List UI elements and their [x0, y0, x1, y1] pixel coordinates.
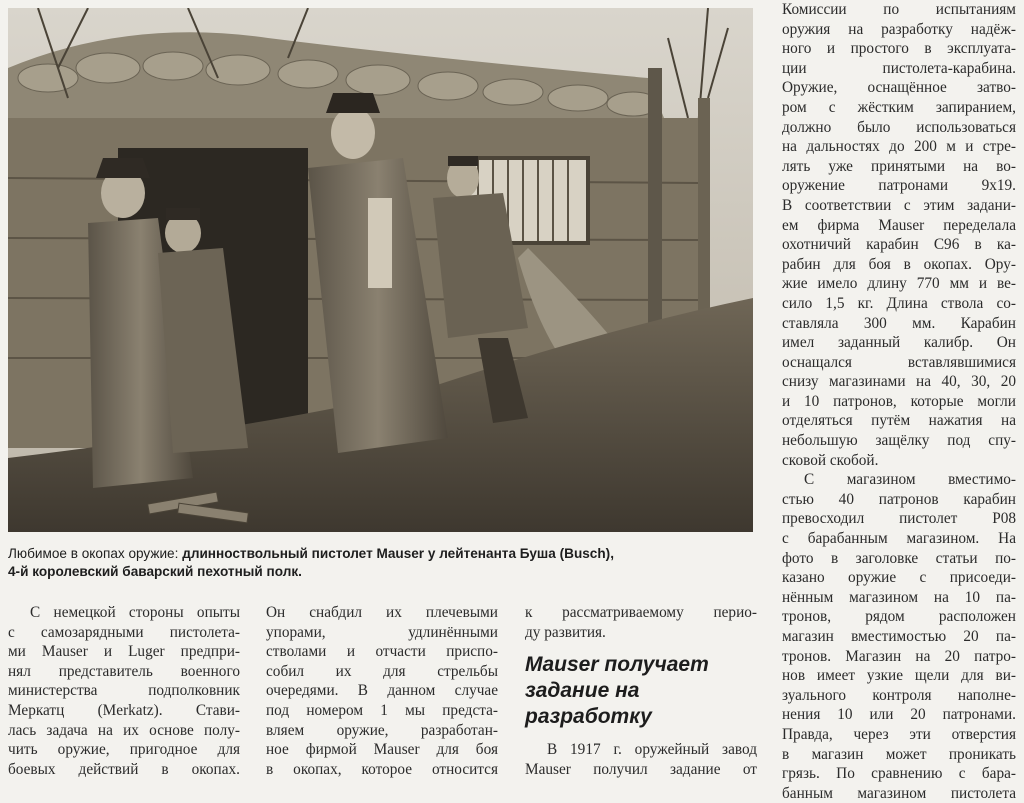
- caption-text-2: 4-й королевский баварский пехотный полк.: [8, 564, 302, 579]
- text-line: ного и простого в эксплуата-: [782, 40, 1016, 58]
- text-line: тронов, рядом расположен: [782, 608, 1016, 626]
- text-line: превосходил пистолет Р08: [782, 510, 1016, 528]
- text-line: Комиссии по испытаниям: [782, 1, 1016, 18]
- text-line: ное фирмой Mauser для боя: [266, 741, 498, 759]
- text-line: в магазин может проникать: [782, 745, 1016, 763]
- text-line: Правда, через эти отверстия: [782, 725, 1016, 743]
- text-line: В 1917 г. оружейный завод: [547, 741, 757, 759]
- text-line: сило 1,5 кг. Длина ствола со-: [782, 294, 1016, 312]
- text-column-4: [782, 0, 1016, 803]
- text-line: ром с жёстким запиранием,: [782, 98, 1016, 116]
- text-line: жие имело длину 770 мм и ве-: [782, 275, 1016, 293]
- text-line: оружение патронами 9x19.: [782, 177, 1016, 195]
- text-line: и 10 патронов, которые могли: [782, 392, 1016, 410]
- text-line: небольшую защёлку под спу-: [782, 432, 1016, 450]
- text-line: стволами и отчасти приспо-: [266, 643, 498, 661]
- text-column-3: [525, 603, 757, 779]
- text-line: фото в заголовке статьи по-: [782, 549, 1016, 567]
- text-line: должно было использоваться: [782, 118, 1016, 136]
- text-line: С магазином вместимо-: [804, 471, 1016, 489]
- caption-line-1: [8, 545, 760, 563]
- text-line: на дальностях до 200 м и стре-: [782, 138, 1016, 156]
- text-line: ции пистолета-карабина.: [782, 59, 1016, 77]
- text-line: Оружие, оснащённое затво-: [782, 79, 1016, 97]
- text-line: оружия на разработку надёж-: [782, 20, 1016, 38]
- text-line: грязь. По сравнению с бара-: [782, 765, 1016, 783]
- text-line: очередями. В данном случае: [266, 682, 498, 700]
- text-line: магазин вместимостью 20 па-: [782, 628, 1016, 645]
- text-line: банным магазином пистолета: [782, 784, 1016, 802]
- text-line: нял представитель военного: [8, 662, 240, 680]
- text-line: сковой скобой.: [782, 451, 879, 469]
- text-line: вляем оружие, разработан-: [266, 721, 498, 739]
- caption-lead: Любимое в окопах оружие:: [8, 546, 179, 561]
- text-line: в окопах, которое относится: [266, 760, 498, 778]
- text-line: ем фирма Mauser переделала: [782, 216, 1016, 234]
- text-line: нённым магазином на 10 па-: [782, 588, 1016, 606]
- text-line: чить оружие, пригодное для: [8, 741, 240, 759]
- text-line: нов имеет узкие щели для ви-: [782, 667, 1016, 685]
- heading-line: Mauser получает: [525, 653, 709, 677]
- text-line: лять уже принятыми на во-: [782, 157, 1016, 175]
- text-line: упорами, удлинёнными: [266, 623, 498, 641]
- heading-line: задание на: [525, 679, 640, 703]
- text-line: охотничий карабин С96 в ка-: [782, 236, 1016, 254]
- text-line: имел заданный калибр. Он: [782, 334, 1016, 352]
- text-line: с барабанным магазином. На: [782, 530, 1016, 548]
- heading-line: разработку: [525, 705, 652, 729]
- text-line: Он снабдил их плечевыми: [266, 604, 498, 621]
- text-line: зуального контроля наполне-: [782, 686, 1016, 704]
- text-line: лась задача на их основе полу-: [8, 721, 240, 739]
- caption-line-2: [8, 563, 760, 581]
- text-line: ми Mauser и Luger предпри-: [8, 643, 240, 661]
- caption-text-1: длинноствольный пистолет Mauser у лейтенанта Буша (Busch),: [182, 546, 614, 561]
- text-line: тронов. Магазин на 20 патро-: [782, 647, 1016, 665]
- text-line: Mauser получил задание от: [525, 760, 757, 778]
- text-line: боевых действий в окопах.: [8, 760, 240, 778]
- text-line: В соответствии с этим задани-: [782, 196, 1016, 214]
- text-line: снизу магазинами на 40, 30, 20: [782, 373, 1016, 391]
- text-line: Меркатц (Merkatz). Стави-: [8, 701, 240, 719]
- text-line: рабин для боя в окопах. Ору-: [782, 255, 1016, 273]
- text-line: с самозарядными пистолета-: [8, 623, 240, 641]
- text-line: отделяться путём нажатия на: [782, 412, 1016, 430]
- text-column-2: [266, 603, 498, 779]
- trench-photo: [8, 8, 753, 532]
- text-line: министерства подполковник: [8, 682, 240, 700]
- text-line: ду развития.: [525, 623, 606, 641]
- text-line: нения 10 или 20 патронами.: [782, 706, 1016, 724]
- text-line: под номером 1 мы предста-: [266, 701, 498, 719]
- photo-caption: [8, 545, 760, 581]
- text-column-1: [8, 603, 240, 779]
- text-line: стью 40 патронов карабин: [782, 490, 1016, 508]
- text-line: оснащался вставлявшимися: [782, 353, 1016, 371]
- text-line: С немецкой стороны опыты: [30, 604, 240, 621]
- section-heading: [525, 652, 757, 730]
- text-line: ставляла 300 мм. Карабин: [782, 314, 1016, 332]
- text-line: казано оружие с присоеди-: [782, 569, 1016, 587]
- text-line: собил их для стрельбы: [266, 662, 498, 680]
- text-line: к рассматриваемому перио-: [525, 604, 757, 621]
